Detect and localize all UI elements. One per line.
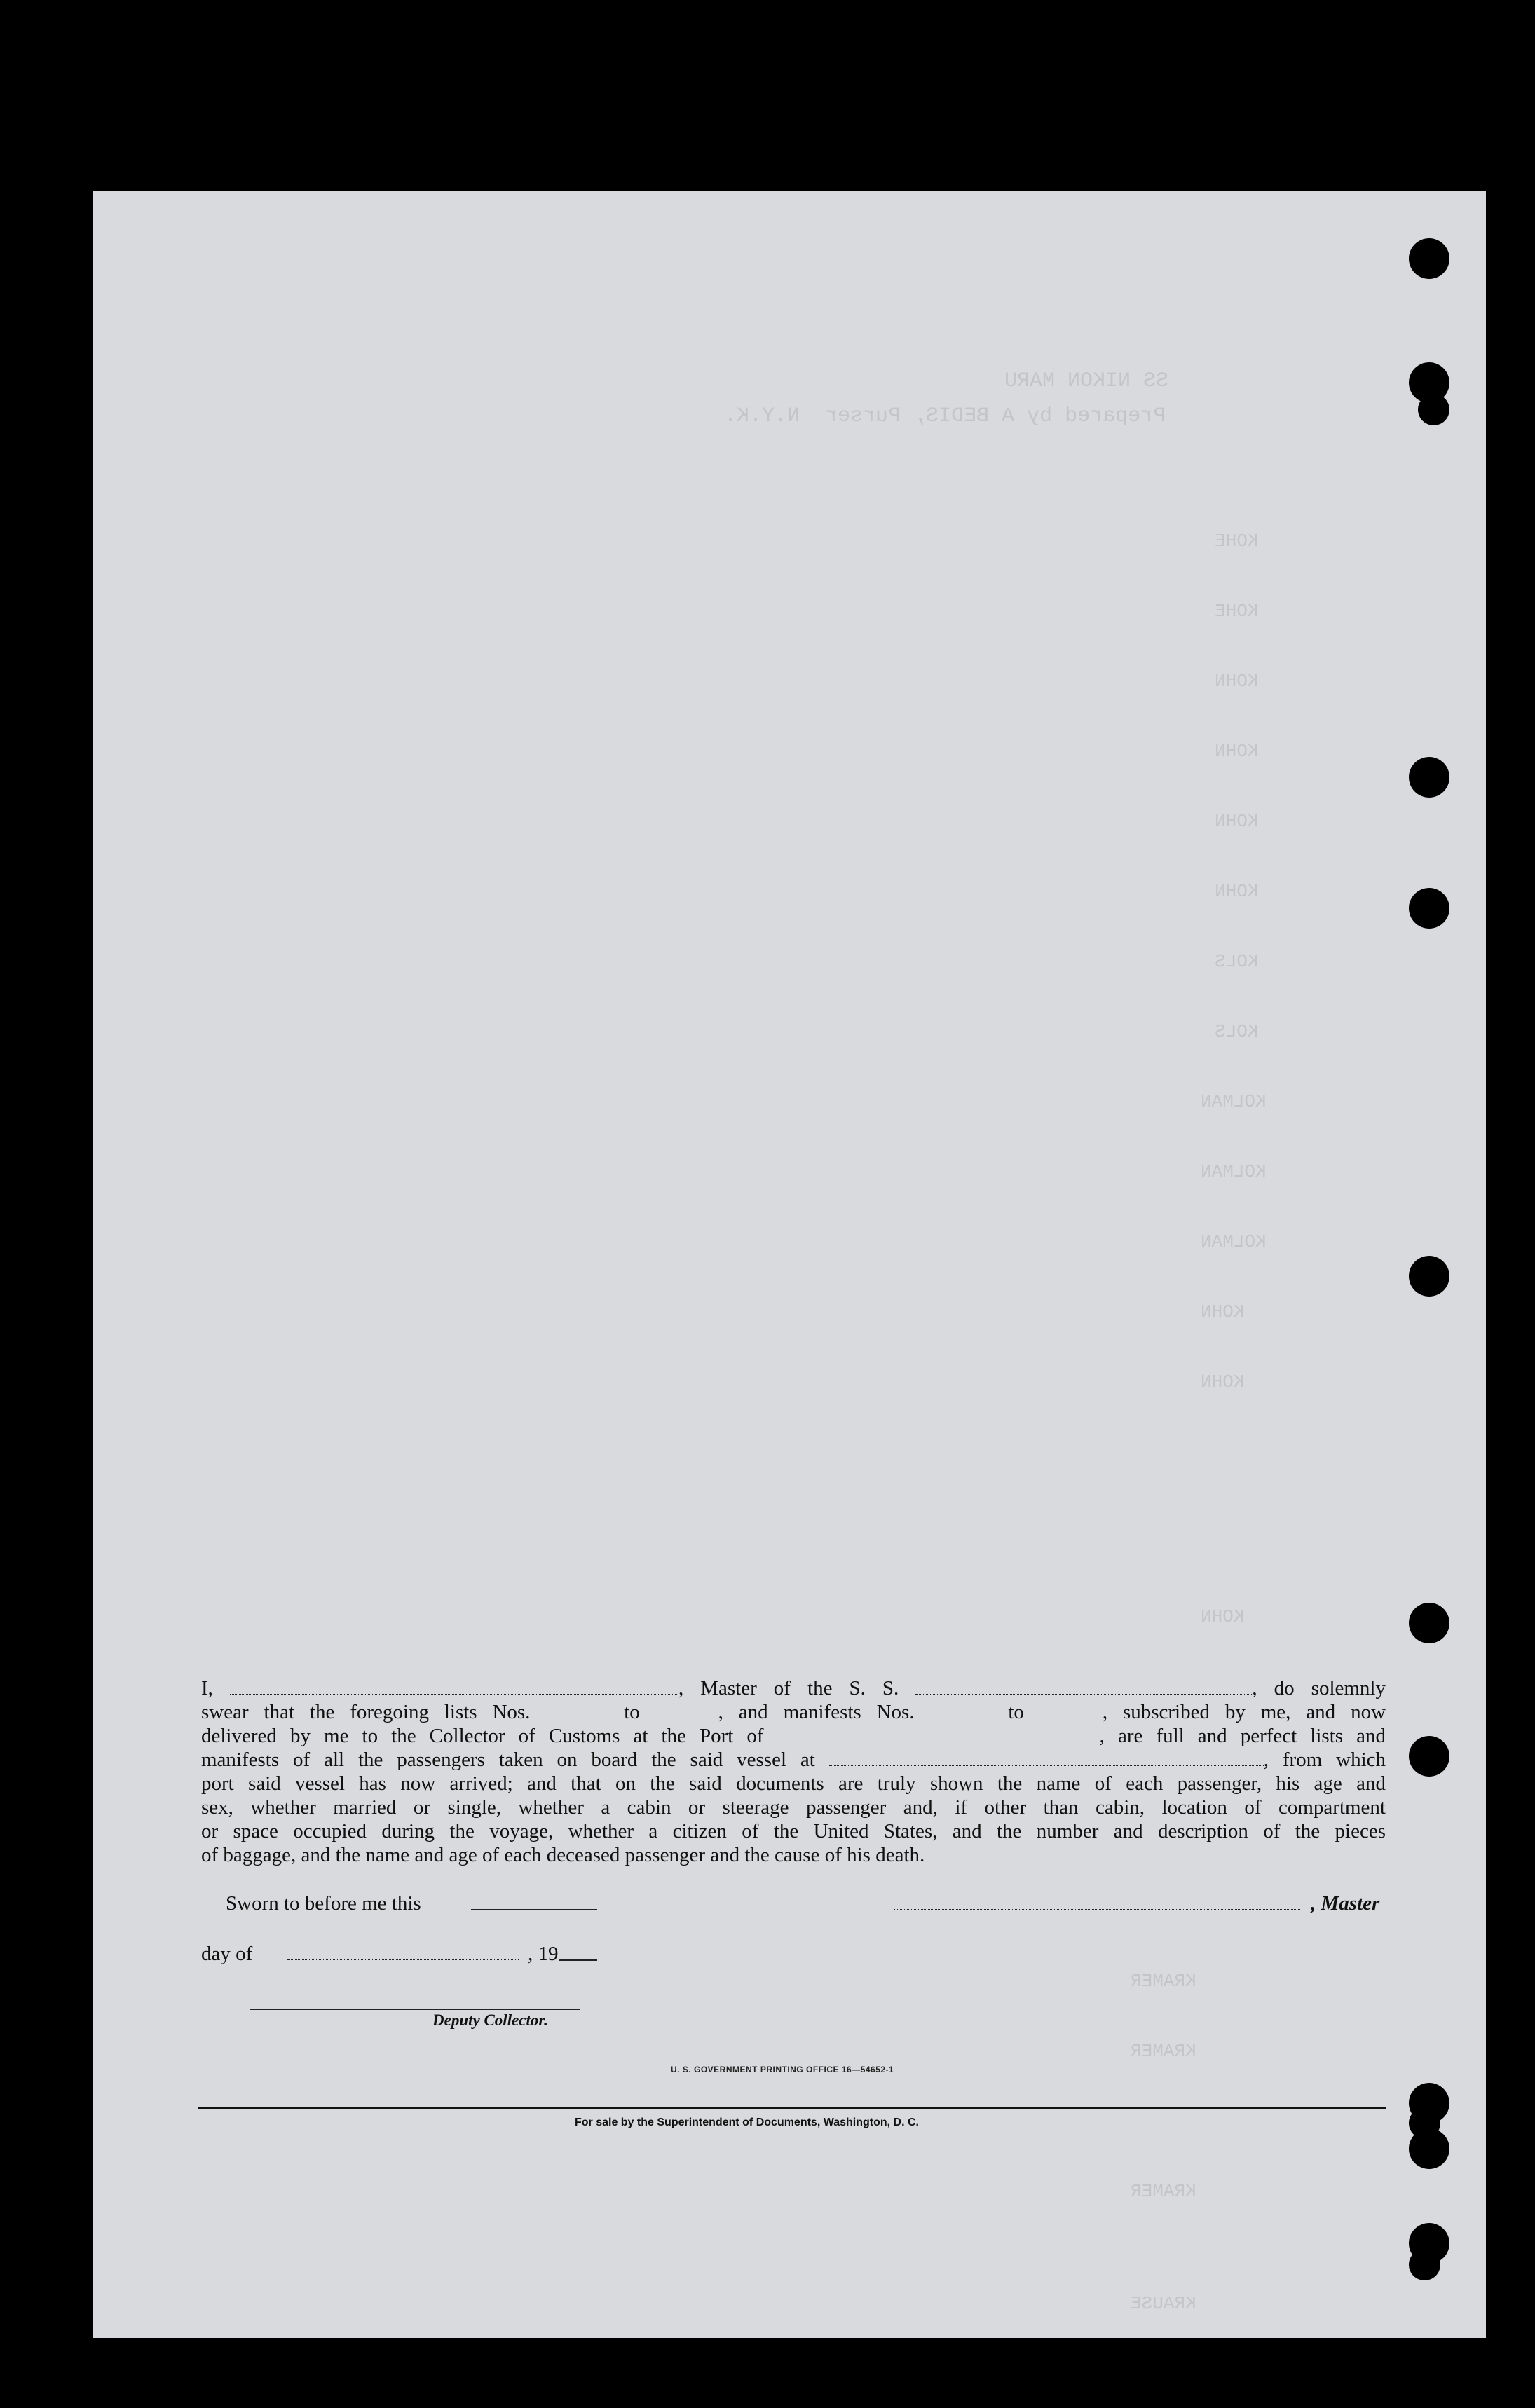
bleed-through: KRAMER: [1131, 1971, 1196, 1992]
punch-hole: [1418, 394, 1449, 425]
sworn-label: Sworn to before me this: [226, 1892, 421, 1915]
bleed-through: KOLS: [1215, 1021, 1259, 1042]
deputy-collector-label: Deputy Collector.: [432, 2011, 548, 2029]
year-blank[interactable]: [559, 1959, 597, 1961]
bleed-through: SS NIKON MARU: [1004, 369, 1169, 393]
oath-line: swear that the foregoing lists Nos. to , and manifests Nos. to , subscribed by me, and now: [201, 1701, 1386, 1723]
departure-port-blank[interactable]: [829, 1750, 1264, 1766]
sworn-date-blank[interactable]: [471, 1909, 597, 1910]
bleed-through: KRAMER: [1131, 2181, 1196, 2202]
bleed-through: Prepared by A BEDIS, Purser N.Y.K.: [724, 404, 1166, 428]
day-of-label: day of: [201, 1943, 253, 1965]
master-signature-blank[interactable]: [894, 1909, 1300, 1910]
punch-hole: [1409, 888, 1449, 929]
bleed-through: KOLMAN: [1201, 1091, 1267, 1112]
lists-from-blank[interactable]: [545, 1702, 608, 1718]
printing-office-imprint: U. S. GOVERNMENT PRINTING OFFICE 16—54652-1: [671, 2065, 894, 2074]
oath-line: delivered by me to the Collector of Customs at the Port of , are full and perfect lists and: [201, 1725, 1386, 1747]
oath-paragraph: [201, 1676, 1386, 1867]
master-label: , Master: [1311, 1892, 1380, 1915]
manifests-to-blank[interactable]: [1039, 1702, 1103, 1718]
for-sale-note: For sale by the Superintendent of Documents, Washington, D. C.: [575, 2116, 919, 2128]
month-blank[interactable]: [287, 1959, 519, 1960]
document-page: [93, 191, 1486, 2338]
bleed-through: KOHN: [1201, 1606, 1245, 1627]
lists-to-blank[interactable]: [655, 1702, 718, 1718]
bleed-through: KOHN: [1215, 811, 1259, 832]
bleed-through: KOHN: [1215, 741, 1259, 762]
oath-line: or space occupied during the voyage, whether a citizen of the United States, and the number and description of the pieces: [201, 1820, 1386, 1842]
master-name-blank[interactable]: [230, 1678, 678, 1695]
bleed-through: KRAMER: [1131, 2041, 1196, 2062]
year-label: , 19: [528, 1943, 559, 1965]
punch-hole: [1409, 1603, 1449, 1643]
bleed-through: KOHE: [1215, 601, 1259, 622]
punch-hole: [1409, 1256, 1449, 1297]
punch-hole: [1409, 2128, 1449, 2169]
oath-line: of baggage, and the name and age of each deceased passenger and the cause of his death.: [201, 1844, 925, 1866]
punch-hole: [1409, 757, 1449, 798]
port-blank[interactable]: [777, 1726, 1100, 1742]
punch-hole: [1409, 2249, 1440, 2280]
bleed-through: KOLMAN: [1201, 1231, 1267, 1252]
deputy-signature-blank[interactable]: [250, 2009, 580, 2010]
manifests-from-blank[interactable]: [929, 1702, 992, 1718]
bleed-through: KOHN: [1201, 1301, 1245, 1322]
oath-line: I, , Master of the S. S. , do solemnly: [201, 1677, 1386, 1699]
bleed-through: KOHN: [1215, 881, 1259, 902]
oath-line: port said vessel has now arrived; and that on the said documents are truly shown the name of each passenger, his age and: [201, 1772, 1386, 1795]
punch-hole: [1409, 238, 1449, 279]
oath-line: manifests of all the passengers taken on board the said vessel at , from which: [201, 1749, 1386, 1771]
bleed-through: KOHN: [1201, 1371, 1245, 1393]
oath-line: sex, whether married or single, whether a cabin or steerage passenger and, if other than cabin, location of compartment: [201, 1796, 1386, 1819]
bleed-through: KRAUSE: [1131, 2293, 1196, 2314]
footer-rule: [198, 2107, 1386, 2109]
bleed-through: KOHN: [1215, 671, 1259, 692]
bleed-through: KOHE: [1215, 531, 1259, 552]
bleed-through: KOLMAN: [1201, 1161, 1267, 1182]
bleed-through: KOLS: [1215, 951, 1259, 972]
ship-name-blank[interactable]: [915, 1678, 1252, 1695]
punch-hole: [1409, 1736, 1449, 1777]
